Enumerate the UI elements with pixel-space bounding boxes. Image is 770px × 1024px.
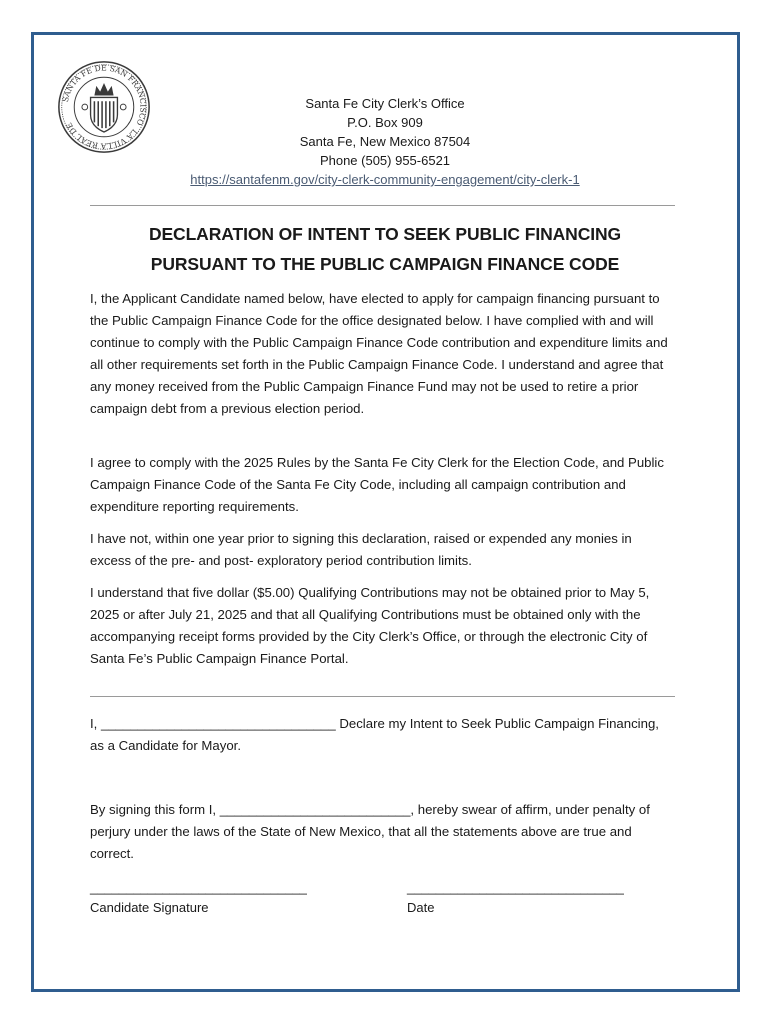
compliance-paragraph: I agree to comply with the 2025 Rules by the Santa Fe City Clerk for the Election Code, and Public Campaign Finance Code of the Santa Fe City Code, including all campaign contribution and expenditure reporting requirements. xyxy=(90,455,664,514)
seal-outer-text: SANTA FE DE SAN FRANCISCO xyxy=(60,63,148,127)
city-state-zip: Santa Fe, New Mexico 87504 xyxy=(299,134,471,149)
limits-paragraph: I have not, within one year prior to signing this declaration, raised or expended any monies in excess of the pre- and post- exploratory period contribution limits. xyxy=(90,531,632,568)
seal-inner-text: LA VILLA REAL DE xyxy=(64,121,139,151)
intro-paragraph: I, the Applicant Candidate named below, have elected to apply for campaign financing pursuant to the Public Campaign Finance Code for the office designated below. I have complied with and will continue to comply with the Public Campaign Finance Code contribution and expenditure limits and all other requirements set forth in the Public Campaign Finance Code. I understand and agree that any money received from the Public Campaign Finance Fund may not be used to retire a prior campaign debt from a previous election period. xyxy=(90,291,668,416)
date-line[interactable]: ______________________________ xyxy=(407,880,624,895)
clerk-website-link[interactable]: https://santafenm.gov/city-clerk-community-engagement/city-clerk-1 xyxy=(190,172,580,187)
candidate-signature-label: Candidate Signature xyxy=(90,900,209,915)
title-line-2: PURSUANT TO THE PUBLIC CAMPAIGN FINANCE CODE xyxy=(150,254,620,274)
letterhead xyxy=(90,94,680,189)
body-divider xyxy=(90,696,675,697)
phone-number: Phone (505) 955-6521 xyxy=(319,153,451,168)
date-label: Date xyxy=(407,900,435,915)
candidate-signature-line[interactable]: ______________________________ xyxy=(90,880,307,895)
qualifying-contributions-paragraph: I understand that five dollar ($5.00) Qualifying Contributions may not be obtained prior to May 5, 2025 or after July 21, 2025 and that all Qualifying Contributions must be obtained only with the accompanying receipt forms provided by the City Clerk’s Office, or through the electronic City of Santa Fe’s Public Campaign Finance Portal. xyxy=(90,585,650,666)
header-divider xyxy=(90,205,675,206)
oath-statement[interactable]: By signing this form I, __________________________, hereby swear of affirm, under penalty of perjury under the laws of the State of New Mexico, that all the statements above are true and correct. xyxy=(90,802,650,861)
document-title xyxy=(90,219,680,279)
office-name: Santa Fe City Clerk’s Office xyxy=(305,96,465,111)
po-box: P.O. Box 909 xyxy=(347,115,423,130)
declaration-statement[interactable]: I, ________________________________ Declare my Intent to Seek Public Campaign Financing, as a Candidate for Mayor. xyxy=(90,716,659,753)
title-line-1: DECLARATION OF INTENT TO SEEK PUBLIC FINANCING xyxy=(148,224,622,244)
